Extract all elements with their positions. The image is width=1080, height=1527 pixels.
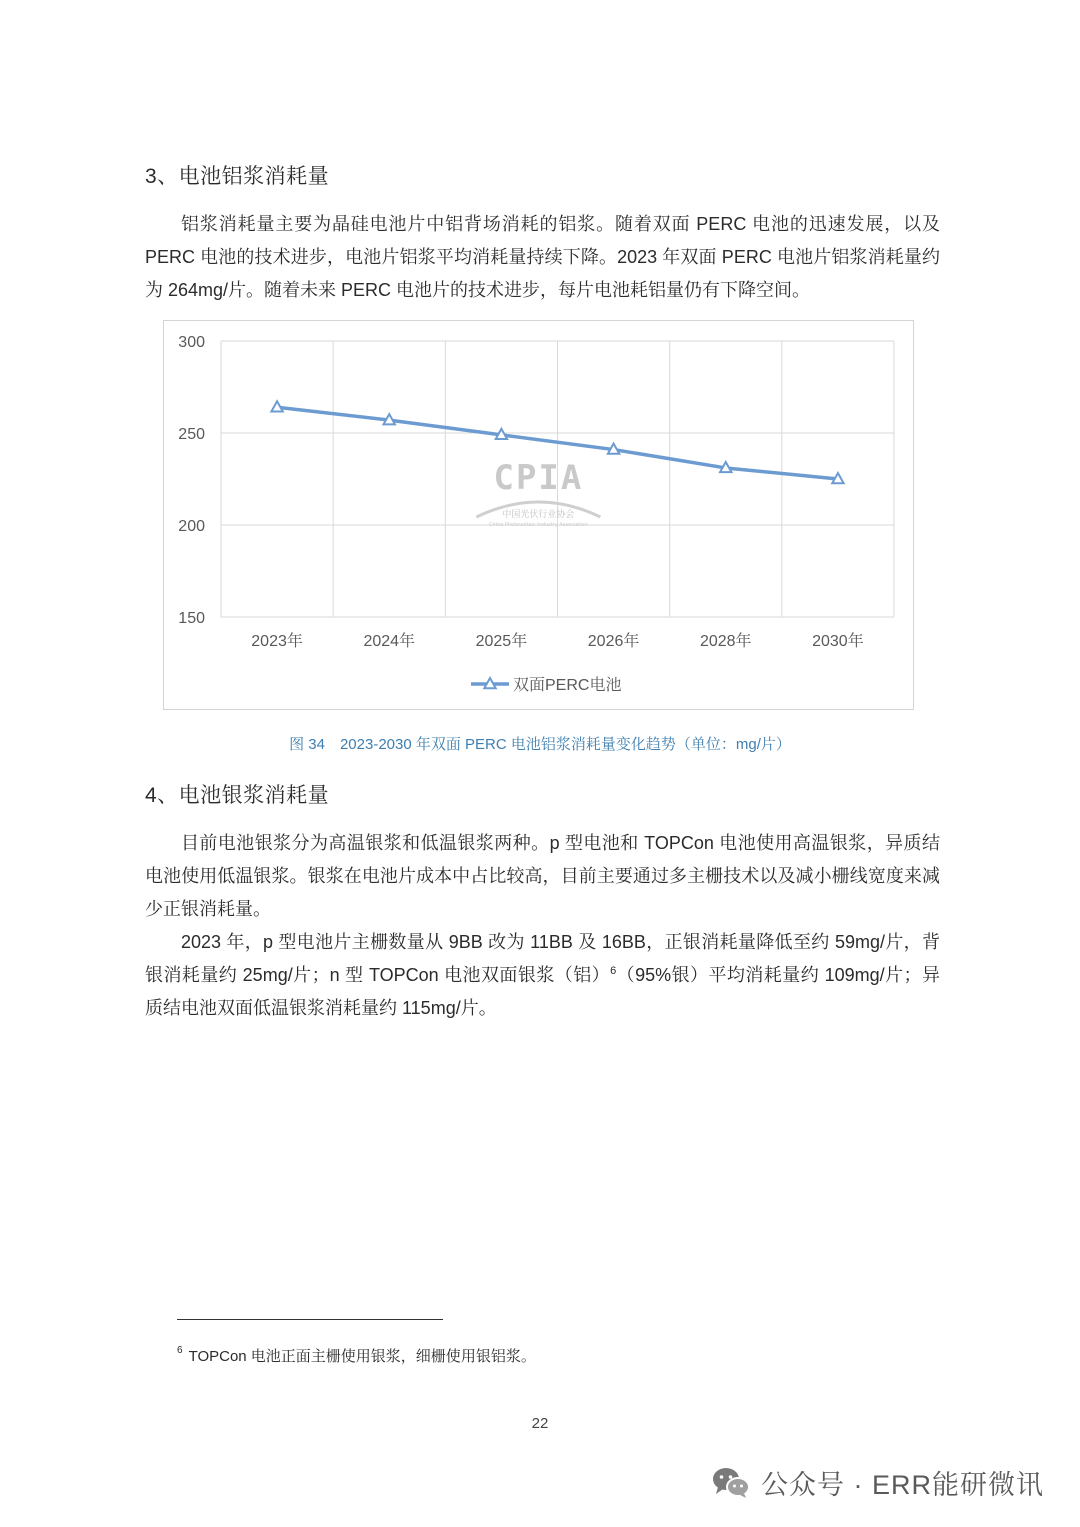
data-point-marker	[271, 401, 282, 411]
data-point-marker	[608, 444, 619, 454]
watermark-logo-text: CPIA	[493, 458, 584, 498]
y-tick-label: 150	[178, 610, 205, 627]
legend-label: 双面PERC电池	[513, 677, 622, 694]
figure-caption: 图 34 2023-2030 年双面 PERC 电池铝浆消耗量变化趋势（单位：mg/片）	[289, 736, 791, 753]
legend-marker	[484, 678, 495, 688]
footnote	[177, 1345, 536, 1366]
data-point-marker	[720, 462, 731, 472]
footnote-text: TOPCon 电池正面主栅使用银浆，细栅使用银铝浆。	[188, 1348, 536, 1365]
page-number: 22	[531, 1415, 549, 1432]
y-tick-label: 300	[178, 334, 205, 351]
wechat-icon	[711, 1466, 751, 1500]
x-tick-label: 2025年	[475, 633, 528, 650]
section3-paragraph	[145, 208, 940, 307]
x-tick-label: 2024年	[363, 633, 416, 650]
x-tick-label: 2028年	[699, 633, 752, 650]
y-tick-label: 250	[178, 426, 205, 443]
footnote-divider	[177, 1319, 443, 1320]
x-tick-label: 2023年	[251, 633, 303, 650]
x-tick-label: 2026年	[587, 633, 640, 650]
y-tick-label: 200	[178, 518, 205, 535]
section4-heading: 4、电池银浆消耗量	[145, 784, 330, 807]
section4-paragraph2-part-b: （95%银）平均消耗量约 109mg/片；异质结电池双面低温银浆消耗量约 115mg/片。	[145, 965, 940, 1018]
watermark-sub-cn: 中国光伏行业协会	[502, 510, 575, 520]
chart-frame	[163, 320, 914, 710]
data-point-marker	[496, 429, 507, 439]
watermark-text: 公众号 · ERR能研微讯	[761, 1470, 1044, 1500]
section4-paragraph2-part-a: 2023 年，p 型电池片主栅数量从 9BB 改为 11BB 及 16BB，正银消耗量降低至约 59mg/片，背银消耗量约 25mg/片；n 型 TOPCon 电池双面银浆（铝）	[145, 932, 940, 985]
line-chart	[164, 321, 913, 709]
section4-paragraphs	[145, 827, 940, 1025]
data-point-marker	[832, 473, 843, 483]
section4-paragraph1: 目前电池银浆分为高温银浆和低温银浆两种。p 型电池和 TOPCon 电池使用高温银浆，异质结电池使用低温银浆。银浆在电池片成本中占比较高，目前主要通过多主栅技术以及减小栅线宽度来减少正银消耗量。	[145, 833, 940, 919]
watermark-sub-en: China Photovoltaic Industry Association	[488, 522, 588, 528]
footnote-ref[interactable]: 6	[610, 965, 617, 977]
footnote-number: 6	[177, 1345, 183, 1356]
section3-heading: 3、电池铝浆消耗量	[145, 165, 330, 188]
section3-paragraph-text: 铝浆消耗量主要为晶硅电池片中铝背场消耗的铝浆。随着双面 PERC 电池的迅速发展，以及 PERC 电池的技术进步，电池片铝浆平均消耗量持续下降。2023 年双面 PERC 电池片铝浆消耗量约为 264mg/片。随着未来 PERC 电池片的技术进步，每片电池耗铝量仍有下降空间。	[145, 214, 940, 300]
wechat-watermark	[711, 1463, 1044, 1502]
section4-paragraph2	[145, 926, 940, 1025]
data-point-marker	[384, 414, 395, 424]
x-tick-label: 2030年	[812, 633, 864, 650]
